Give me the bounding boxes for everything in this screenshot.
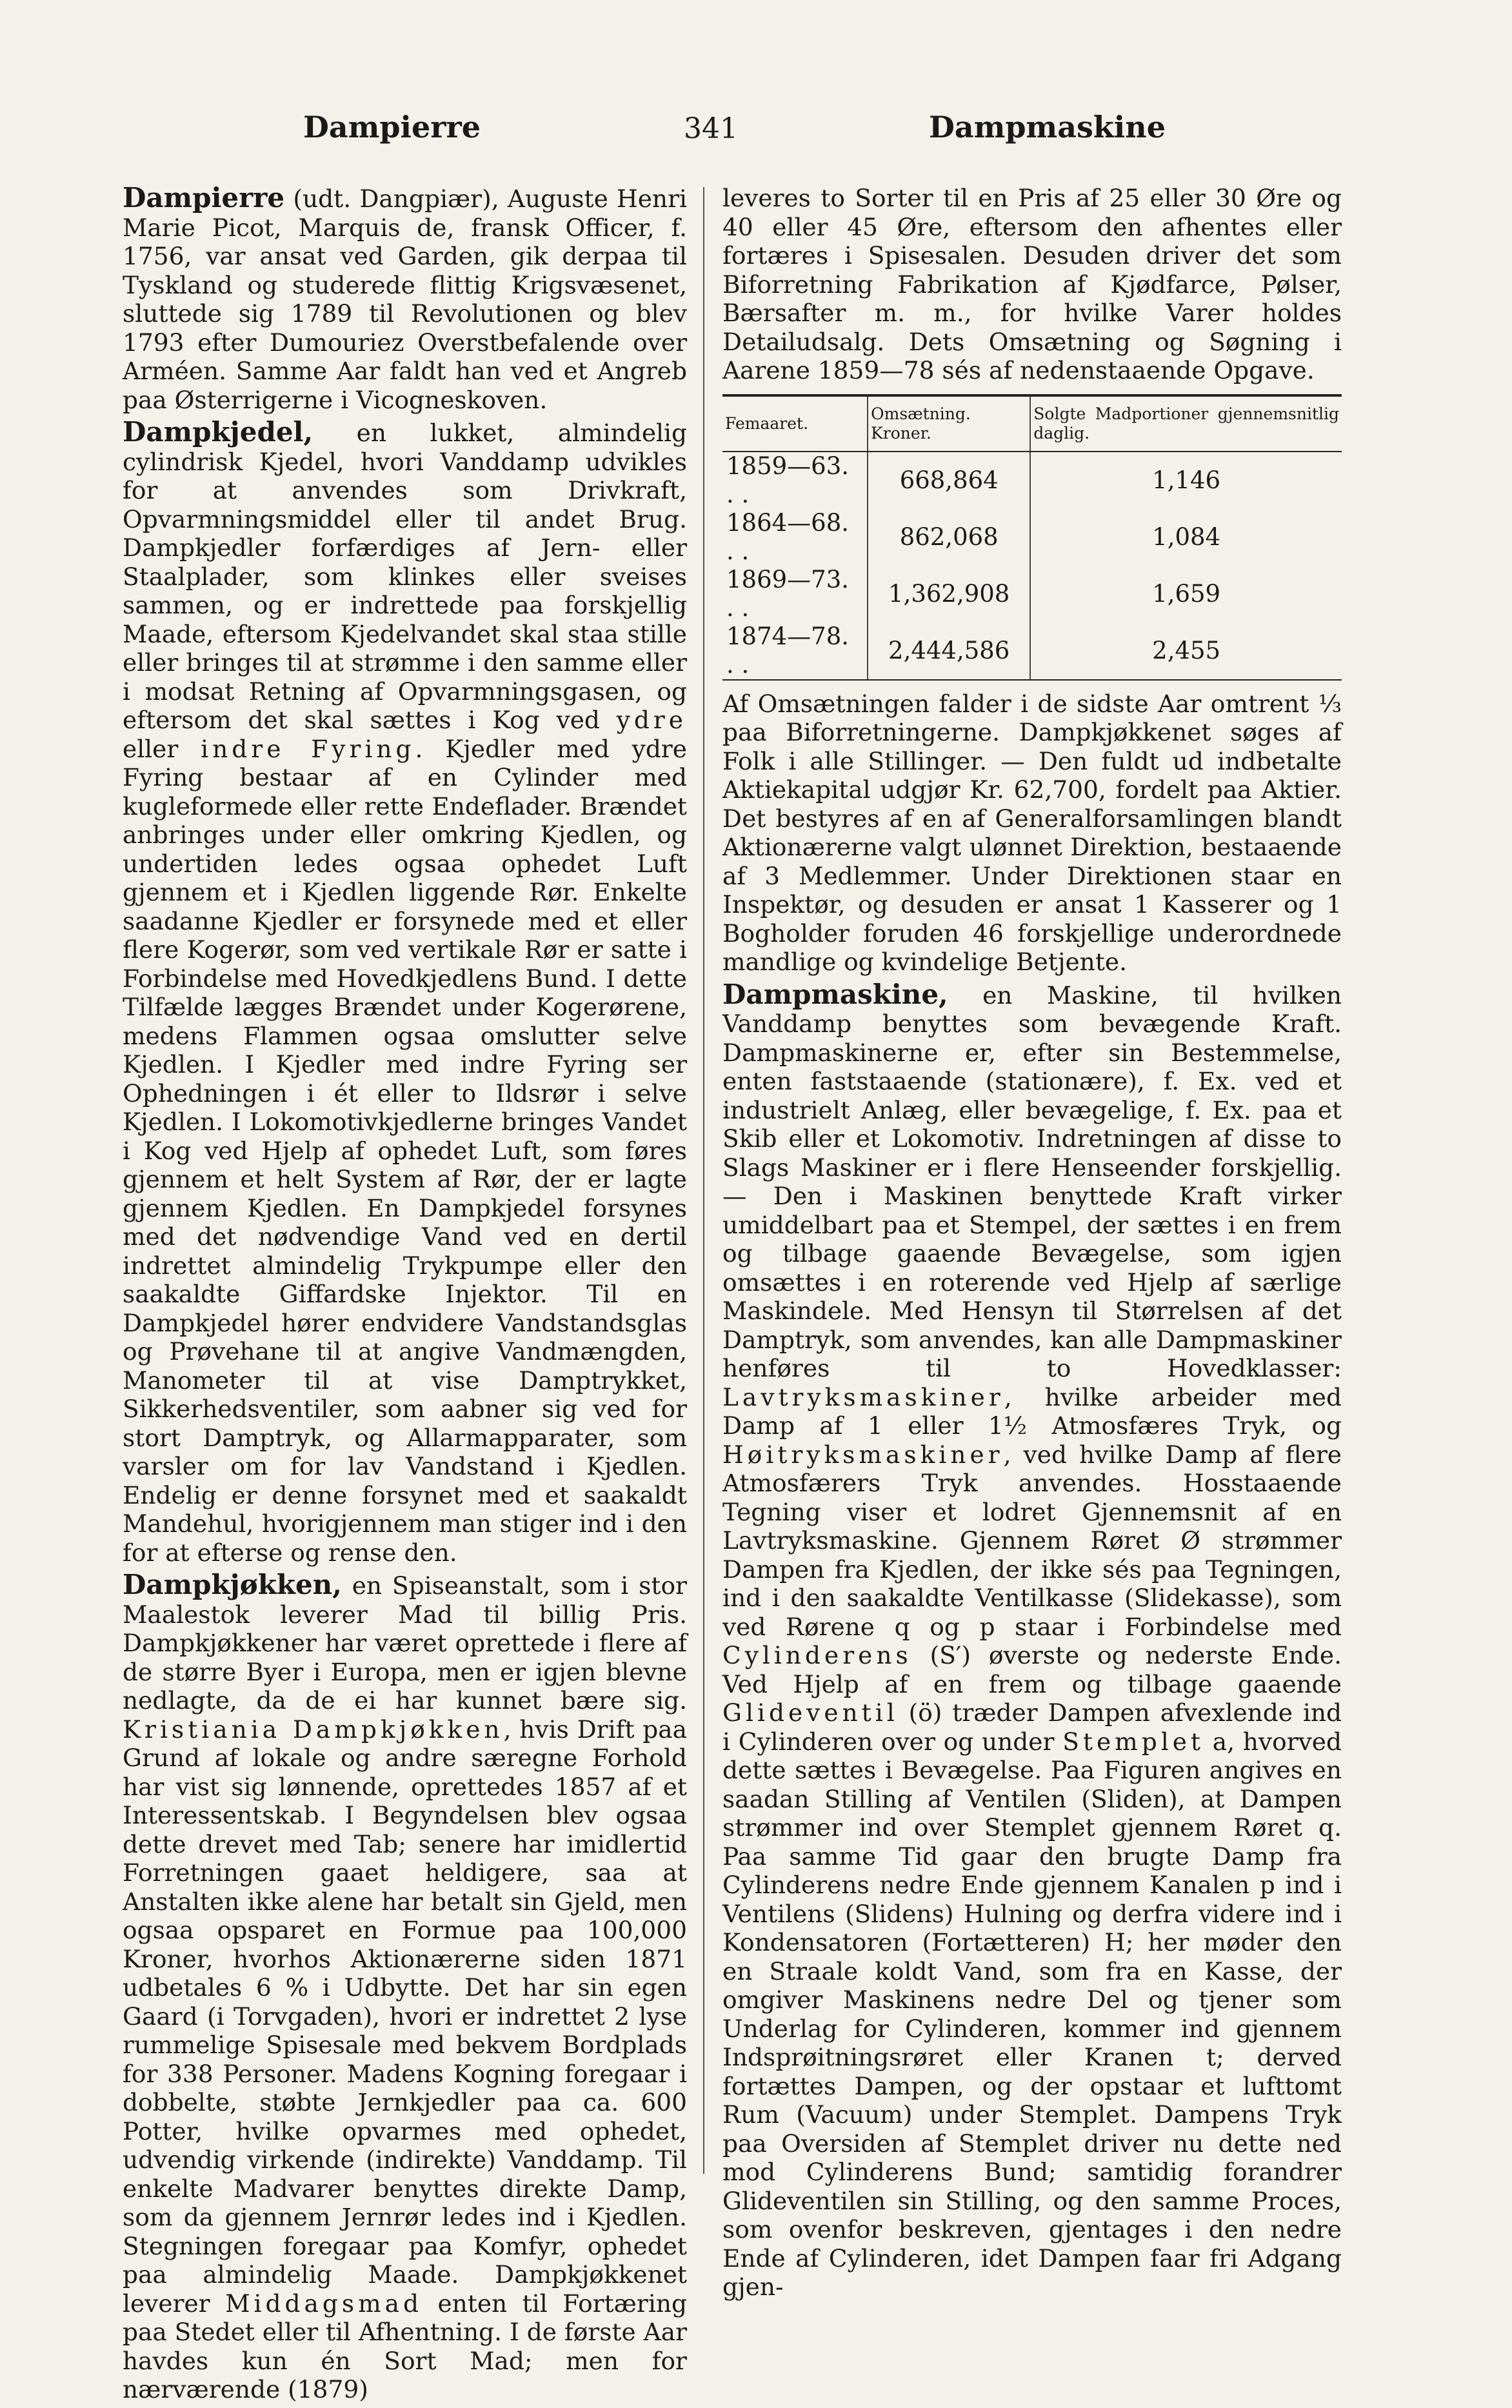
turnover-cell: 1,362,908 bbox=[868, 566, 1030, 622]
statistics-table bbox=[722, 394, 1342, 681]
period-cell: 1859—63. . . bbox=[726, 452, 850, 508]
entry-text: en Maskine, til hvilken Vanddamp benyttes som bevægende Kraft. Dampmaskinerne er, efter sin Bestemmelse, enten faststaaende (stationære), f. Ex. ved et industrielt Anlæg, eller bevægelige, f. Ex. paa et Skib eller et Lokomotiv. Indretningen af disse to Slags Maskiner er i flere Henseender forskjellig. — Den i Maskinen benyttede Kraft virker umiddelbart paa et Stempel, der sættes i en frem og tilbage gaaende Bevægelse, som igjen omsættes i en roterende ved Hjelp af særlige Maskindele. Med Hensyn til Størrelsen af det Damptryk, som anvendes, kan alle Dampmaskiner henføres til to Hovedklasser: bbox=[722, 980, 1342, 1382]
period-cell: 1864—68. . . bbox=[726, 508, 850, 565]
headword: Dampierre bbox=[123, 182, 285, 214]
entry-text: en lukket, almindelig cylindrisk Kjedel, hvori Vanddamp udvikles for at anvendes som Drivkraft, Opvarmningsmiddel eller til andet Brug. Dampkjedler forfærdiges af Jern- eller Staalplader, som klinkes eller sveises sammen, og er indrettede paa forskjellig Maade, eftersom Kjedelvandet skal staa stille eller bringes til at strømme i den samme eller i modsat Retning af Opvarmningsgasen, og eftersom det skal sættes i Kog ved bbox=[123, 419, 687, 734]
table-row bbox=[722, 566, 1342, 622]
table-row bbox=[722, 452, 1342, 509]
entry-text: enten til Fortæring paa Stedet eller til Afhentning. I de første Aar havdes kun én Sort Mad; men for nærværende (1879) bbox=[123, 2289, 688, 2403]
spaced-term: Kristiania Dampkjøkken bbox=[123, 1715, 504, 1744]
portions-cell: 2,455 bbox=[1030, 622, 1342, 680]
portions-cell: 1,084 bbox=[1030, 509, 1342, 566]
left-column bbox=[123, 184, 687, 2408]
spaced-term: Glideventil bbox=[722, 1698, 899, 1727]
period-cell: 1869—73. . . bbox=[726, 565, 850, 622]
entry-text: (ö) træder Dampen afvexlende ind i Cylinderen over og under bbox=[722, 1698, 1342, 1756]
portions-cell: 1,146 bbox=[1030, 452, 1342, 509]
page-header bbox=[129, 110, 1342, 161]
entry-text: (S′) øverste og nederste Ende. Ved Hjelp af en frem og tilbage gaaende bbox=[722, 1641, 1342, 1698]
entry-text: en Spiseanstalt, som i stor Maalestok leverer Mad til billig Pris. Dampkjøkkener har været oprettede i flere af de større Byer i Europa, men er igjen blevne nedlagte, da de ei har kunnet bære sig. bbox=[123, 1571, 687, 1715]
after-table-text: Af Omsætningen falder i de sidste Aar omtrent ⅓ paa Biforretningerne. Dampkjøkkenet søges af Folk i alle Stillinger. — Den fuldt ud indbetalte Aktiekapital udgjør Kr. 62,700, fordelt paa Aktier. Det bestyres af en af Generalforsamlingen blandt Aktionærerne valgt ulønnet Direktion, bestaaende af 3 Medlemmer. Under Direktionen staar en Inspektør, og desuden er ansat 1 Kasserer og 1 Bogholder foruden 46 forskjellige underordnede mandlige og kvindelige Betjente. bbox=[722, 689, 1342, 976]
column-divider bbox=[703, 187, 704, 2174]
continuation-text: leveres to Sorter til en Pris af 25 eller 30 Øre og 40 eller 45 Øre, eftersom den afhentes eller fortæres i Spisesalen. Desuden driver det som Biforretning Fabrikation af Kjødfarce, Pølser, Bærsafter m. m., for hvilke Varer holdes Detailudsalg. Dets Omsætning og Søgning i Aarene 1859—78 sés af nedenstaaende Opgave. bbox=[722, 184, 1342, 384]
headword: Dampkjøkken, bbox=[123, 1569, 342, 1600]
headword: Dampkjedel, bbox=[123, 416, 313, 448]
turnover-cell: 862,068 bbox=[868, 509, 1030, 566]
entry-text: (udt. Dangpiær), Auguste Henri Marie Picot, Marquis de, fransk Officer, f. 1756, var ansat ved Garden, gik derpaa til Tyskland og studerede flittig Krigsvæsenet, sluttede sig 1789 til Revolutionen og blev 1793 efter Dumouriez Overstbefalende over Arméen. Samme Aar faldt han ved et Angreb paa Østerrigerne i Vicogneskoven. bbox=[123, 184, 687, 414]
spaced-term: Cylinderens bbox=[722, 1641, 912, 1669]
table-row bbox=[722, 622, 1342, 680]
running-head-left: Dampierre bbox=[303, 110, 481, 144]
entry-dampkjokken bbox=[123, 1571, 687, 2404]
entry-dampmaskine bbox=[722, 980, 1342, 2302]
portions-cell: 1,659 bbox=[1030, 566, 1342, 622]
entry-text: , hvis Drift paa Grund af lokale og andre særegne Forhold har vist sig lønnende, oprettedes 1857 af et Interessentskab. I Begyndelsen blev ogsaa dette drevet med Tab; senere har imidlertid Forretningen gaaet heldigere, saa at Anstalten ikke alene har betalt sin Gjeld, men ogsaa opsparet en Formue paa 100,000 Kroner, hvorhos Aktionærerne siden 1871 udbetales 6 % i Udbytte. Det har sin egen Gaard (i Torvgaden), hvori er indrettet 2 lyse rummelige Spisesale med bekvem Bordplads for 338 Personer. Madens Kogning foregaar i dobbelte, støbte Jernkjedler paa ca. 600 Potter, hvilke opvarmes med ophedet, udvendig virkende (indirekte) Vanddamp. Til enkelte Madvarer benyttes direkte Damp, som da gjennem Jernrør ledes ind i Kjedlen. Stegningen foregaar paa Komfyr, ophedet paa almindelig Maade. Dampkjøkkenet leverer bbox=[123, 1715, 687, 2318]
period-cell: 1874—78. . . bbox=[722, 622, 868, 680]
turnover-cell: 2,444,586 bbox=[868, 622, 1030, 680]
turnover-cell: 668,864 bbox=[868, 452, 1030, 509]
table-row bbox=[722, 509, 1342, 566]
spaced-term: Høitryksmaskiner bbox=[722, 1440, 1004, 1469]
entry-text: , ved hvilke Damp af flere Atmosfærers Tryk anvendes. Hosstaaende Tegning viser et lodret Gjennemsnit af en Lavtryksmaskine. Gjennem Røret Ø strømmer Dampen fra Kjedlen, der ikke sés paa Tegningen, ind i den saakaldte Ventilkasse (Slidekasse), som ved Rørene q og p staar i Forbindelse med bbox=[722, 1440, 1342, 1641]
entry-dampkjedel bbox=[123, 418, 687, 1567]
running-head-right: Dampmaskine bbox=[929, 110, 1166, 144]
entry-dampierre bbox=[123, 184, 687, 414]
headword: Dampmaskine, bbox=[722, 978, 948, 1010]
entry-text: eller bbox=[123, 734, 201, 763]
spaced-term: indre Fyring bbox=[201, 734, 415, 763]
entry-text: a, hvorved dette sættes i Bevægelse. Paa Figuren angives en saadan Stilling af Ventilen (Sliden), at Dampen strømmer ind over Stemplet gjennem Røret q. Paa samme Tid gaar den brugte Damp fra Cylinderens nedre Ende gjennem Kanalen p ind i Ventilens (Slidens) Hulning og derfra videre ind i Kondensatoren (Fortætteren) H; her møder den en Straale koldt Vand, som fra en Kasse, der omgiver Maskinens nedre Del og tjener som Underlag for Cylinderen, kommer ind gjennem Indsprøitningsrøret eller Kranen t; derved fortættes Dampen, og der opstaar et lufttomt Rum (Vacuum) under Stemplet. Dampens Tryk paa Oversiden af Stemplet driver nu dette ned mod Cylinderens Bund; samtidig forandrer Glideventilen sin Stilling, og den samme Proces, som ovenfor beskreven, gjentages i den nedre Ende af Cylinderen, idet Dampen faar fri Adgang gjen- bbox=[722, 1727, 1342, 2301]
spaced-term: Middagsmad bbox=[225, 2289, 423, 2318]
spaced-term: Stemplet bbox=[1062, 1727, 1204, 1756]
spaced-term: ydre bbox=[616, 706, 687, 734]
table-header: Omsætning. Kroner. bbox=[868, 395, 1030, 452]
table-header: Femaaret. bbox=[722, 395, 868, 452]
page-number: 341 bbox=[684, 112, 738, 145]
entry-text: . Kjedler med ydre Fyring bestaar af en Cylinder med kugleformede eller rette Endeflader. Brændet anbringes under eller omkring Kjedlen, og undertiden ledes ogsaa ophedet Luft gjennem et i Kjedlen liggende Rør. Enkelte saadanne Kjedler er forsynede med et eller flere Kogerør, som ved vertikale Rør er satte i Forbindelse med Hovedkjedlens Bund. I dette Tilfælde lægges Brændet under Kogerørene, medens Flammen ogsaa omslutter selve Kjedlen. I Kjedler med indre Fyring ser Ophedningen i ét eller to Ildsrør i selve Kjedlen. I Lokomotivkjedlerne bringes Vandet i Kog ved Hjelp af ophedet Luft, som føres gjennem et helt System af Rør, der er lagte gjennem Kjedlen. En Dampkjedel forsynes med det nødvendige Vand ved en dertil indrettet almindelig Trykpumpe eller den saakaldte Giffardske Injektor. Til en Dampkjedel hører endvidere Vandstandsglas og Prøvehane til at angive Vandmængden, Manometer til at vise Damptrykket, Sikkerhedsventiler, som aabner sig ved for stort Damptryk, og Allarmapparater, som varsler om for lav Vandstand i Kjedlen. Endelig er denne forsynet med et saakaldt Mandehul, hvorigjennem man stiger ind i den for at efterse og rense den. bbox=[123, 734, 687, 1567]
right-column bbox=[722, 184, 1342, 2305]
spaced-term: Lavtryksmaskiner bbox=[722, 1382, 1004, 1411]
table-header: Solgte Madportioner gjennemsnitlig daglig. bbox=[1030, 395, 1342, 452]
entry-text: , hvilke arbeider med Damp af 1 eller 1½ Atmosfæres Tryk, og bbox=[722, 1382, 1342, 1440]
